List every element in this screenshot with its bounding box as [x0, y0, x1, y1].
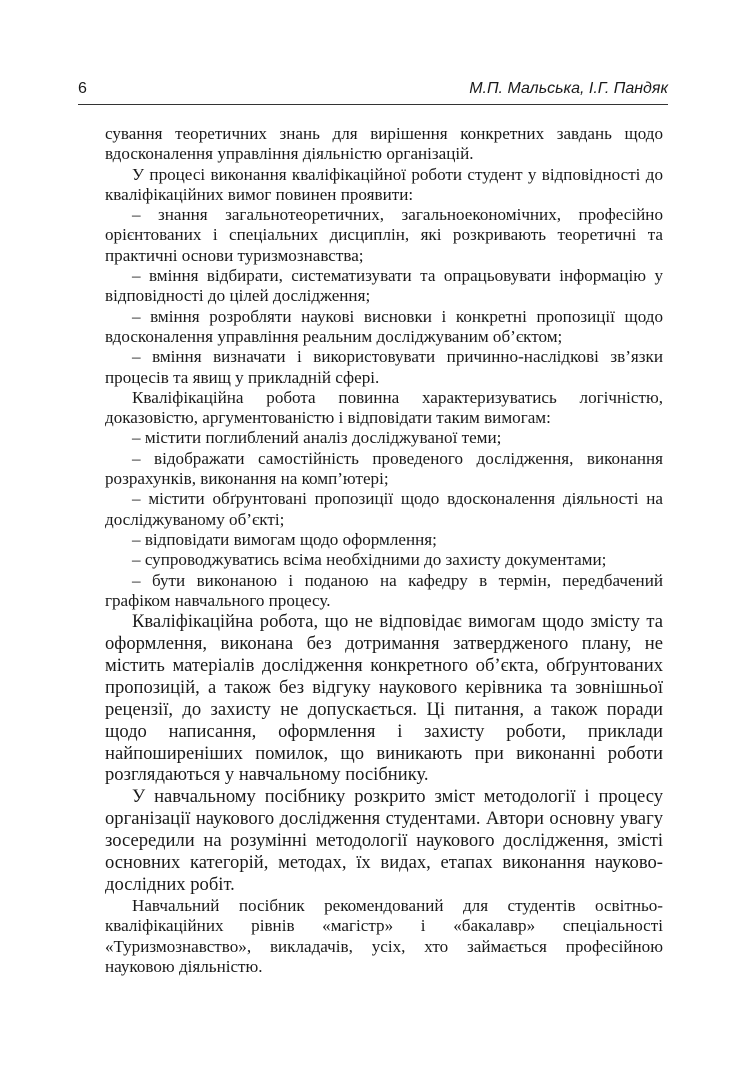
list-item: – супроводжуватись всіма необхідними до захисту документами;: [132, 550, 607, 570]
paragraph: У процесі виконання кваліфікаційної роботи студент у відповідності до кваліфікаційних вимог повинен проявити:: [105, 164, 663, 204]
page-header: [78, 78, 668, 105]
list-item: – вміння відбирати, систематизувати та опрацьовувати інформацію у відповідності до цілей дослідження;: [105, 266, 663, 306]
list-item: – вміння розробляти наукові висновки і конкретні пропозиції щодо вдосконалення управління реальним досліджуваним об’єктом;: [105, 306, 663, 346]
list-item: – відповідати вимогам щодо оформлення;: [132, 529, 437, 549]
list-item: – бути виконаною і поданою на кафедру в термін, передбачений графіком навчального процесу.: [105, 570, 663, 610]
paragraph-continuation: сування теоретичних знань для вирішення конкретних завдань щодо вдосконалення управління діяльністю організацій.: [105, 124, 663, 164]
list-item: – відображати самостійність проведеного дослідження, виконання розрахунків, виконання на комп’ютері;: [105, 448, 663, 489]
body-text: [105, 124, 663, 977]
page-number: 6: [78, 80, 87, 97]
paragraph: Кваліфікаційна робота, що не відповідає вимогам щодо змісту та оформлення, виконана без дотримання затвердженого плану, не містить матеріалів дослідження конкретного об’єкта, обґрунтованих пропозицій, а також без відгуку наукового керівника та зовнішньої рецензії, до захисту не допускається. Ці питання, а також поради щодо написання, оформлення і захисту роботи, приклади найпоширеніших помилок, що виникають при виконанні роботи розглядаються у навчальному посібнику.: [105, 611, 663, 786]
paragraph: Навчальний посібник рекомендований для студентів освітньо-кваліфікаційних рівнів «магістр» і «бакалавр» спеціальності «Туризмознавство», викладачів, усіх, хто займається професійною науковою діяльністю.: [105, 895, 663, 976]
list-item: – містити поглиблений аналіз досліджуваної теми;: [132, 428, 502, 448]
list-item: – знання загальнотеоретичних, загальноекономічних, професійно орієнтованих і спеціальних дисциплін, які розкривають теоретичні та практичні основи туризмознавства;: [105, 205, 663, 265]
running-title: М.П. Мальська, І.Г. Пандяк: [469, 80, 668, 97]
list-item: – містити обґрунтовані пропозиції щодо вдосконалення діяльності на досліджуваному об’єкті;: [105, 489, 663, 529]
paragraph: У навчальному посібнику розкрито зміст методології і процесу організації наукового дослідження студентами. Автори основну увагу зосередили на розумінні методології наукового дослідження, змісті основних категорій, методах, їх видах, етапах виконання науково-дослідних робіт.: [105, 786, 663, 895]
list-item: – вміння визначати і використовувати причинно-наслідкові зв’язки процесів та явищ у прикладній сфері.: [105, 347, 663, 387]
paragraph: Кваліфікаційна робота повинна характеризуватись логічністю, доказовістю, аргументованістю і відповідати таким вимогам:: [105, 387, 663, 428]
